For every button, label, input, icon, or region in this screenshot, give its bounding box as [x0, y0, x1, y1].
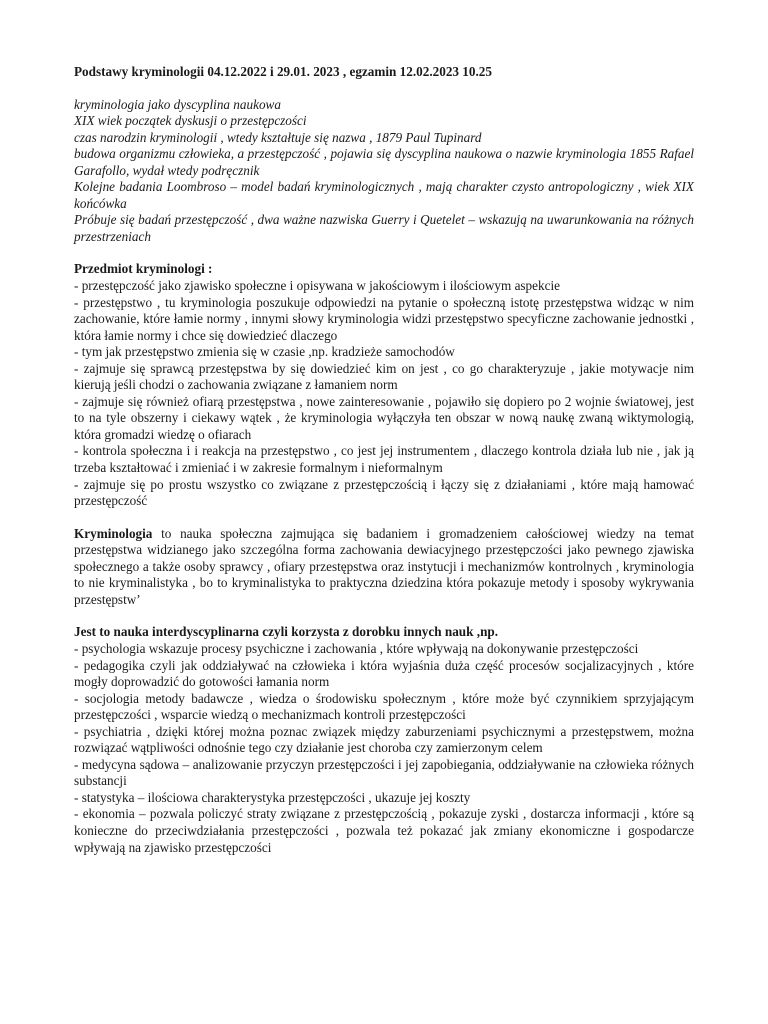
intro-line: kryminologia jako dyscyplina naukowa [74, 96, 281, 112]
interdisciplinary-heading: Jest to nauka interdyscyplinarna czyli korzysta z dorobku innych nauk ,np. [74, 624, 499, 640]
subject-section [74, 261, 694, 509]
list-item: - socjologia metody badawcze , wiedza o środowisku społecznym , które może być czynnikiem sprzyjającym przestępczości , wsparcie wiedzą o mechanizmach kontroli przestępczości [74, 690, 694, 723]
list-item: - psychiatria , dzięki której można poznac związek między zaburzeniami psychicznymi a przestępstwem, można rozwiązać wątpliwości odnośnie tego czy działanie jest choroba czy zamierzonym celem [74, 723, 694, 756]
document-page [74, 64, 694, 872]
document-title: Podstawy kryminologii 04.12.2022 i 29.01. 2023 , egzamin 12.02.2023 10.25 [74, 64, 492, 79]
intro-line: czas narodzin kryminologii , wtedy kształtuje się nazwa , 1879 Paul Tupinard [74, 129, 482, 145]
list-item: - medycyna sądowa – analizowanie przyczyn przestępczości i jej zapobiegania, oddziaływanie na człowieka różnych substancji [74, 756, 694, 789]
definition-term: Kryminologia [74, 525, 153, 541]
list-item: - zajmuje się również ofiarą przestępstwa , nowe zainteresowanie , pojawiło się dopiero po 2 wojnie światowej, jest to na tyle obszerny i ciekawy wątek , że kryminologia wyłączyła ten obszar w nową naukę zwaną wiktymologią, która gromadzi wiedzę o ofiarach [74, 393, 694, 442]
list-item: - ekonomia – pozwala policzyć straty związane z przestępczością , pokazuje zyski , dostarcza informacji , które są konieczne do przeciwdziałania przestępczości , pozwala też pokazać jak zmiany ekonomiczne i gospodarcze wpływają na zjawisko przestępczości [74, 806, 694, 855]
definition-text: to nauka społeczna zajmująca się badaniem i gromadzeniem całościowej wiedzy na temat przestępstwa widzianego jako szczególna forma zachowania dewiacyjnego przestępczości jako pewnego zjawiska społecznego a także osoby sprawcy , ofiary przestępstwa oraz instytucji i mechanizmów kontrolnych , kryminologia to nie kryminalistyka , bo to kryminalistyka to praktyczna dziedzina która pokazuje metody i sposoby wykrywania przestępstw’ [74, 525, 694, 607]
definition-section [74, 526, 694, 609]
intro-notes [74, 97, 694, 246]
list-item: - kontrola społeczna i i reakcja na przestępstwo , co jest jej instrumentem , dlaczego kontrola działa lub nie , jak ją trzeba kształtować i zmieniać i w zakresie formalnym i nieformalnym [74, 443, 694, 476]
list-item: - psychologia wskazuje procesy psychiczne i zachowania , które wpływają na dokonywanie przestępczości [74, 640, 639, 656]
intro-line: Kolejne badania Loombroso – model badań kryminologicznych , mają charakter czysto antropologiczny , wiek XIX końcówka [74, 179, 694, 211]
definition-paragraph [74, 526, 694, 609]
list-item: - przestępczość jako zjawisko społeczne i opisywana w jakościowym i ilościowym aspekcie [74, 278, 560, 294]
list-item: - zajmuje się sprawcą przestępstwa by się dowiedzieć kim on jest , co go charakteryzuje , jakie motywacje nim kierują jeśli chodzi o zachowania związane z łamaniem norm [74, 360, 694, 393]
intro-line: XIX wiek początek dyskusji o przestępczości [74, 113, 307, 129]
intro-line: budowa organizmu człowieka, a przestępczość , pojawia się dyscyplina naukowa o nazwie kryminologia 1855 Rafael Garafollo, wydał wtedy podręcznik [74, 146, 694, 178]
list-item: - zajmuje się po prostu wszystko co związane z przestępczością i łączy się z działaniami , które mają hamować przestępczość [74, 476, 694, 509]
list-item: - statystyka – ilościowa charakterystyka przestępczości , ukazuje jej koszty [74, 789, 471, 805]
list-item: - pedagogika czyli jak oddziaływać na człowieka i która wyjaśnia duża część procesów socjalizacyjnych , które mogły doprowadzić do gotowości łamania norm [74, 657, 694, 690]
interdisciplinary-section [74, 624, 694, 856]
subject-heading: Przedmiot kryminologi : [74, 261, 213, 277]
list-item: - tym jak przestępstwo zmienia się w czasie ,np. kradzieże samochodów [74, 344, 455, 360]
intro-line: Próbuje się badań przestępczość , dwa ważne nazwiska Guerry i Quetelet – wskazują na uwarunkowania na różnych przestrzeniach [74, 212, 694, 244]
list-item: - przestępstwo , tu kryminologia poszukuje odpowiedzi na pytanie o społeczną istotę przestępstwa widząc w nim zachowanie, które łamie normy , innymi słowy kryminologia widzi przestępstwo specyficzne zachowanie jednostki , która łamie normy i chce się dowiedzieć dlaczego [74, 294, 694, 343]
